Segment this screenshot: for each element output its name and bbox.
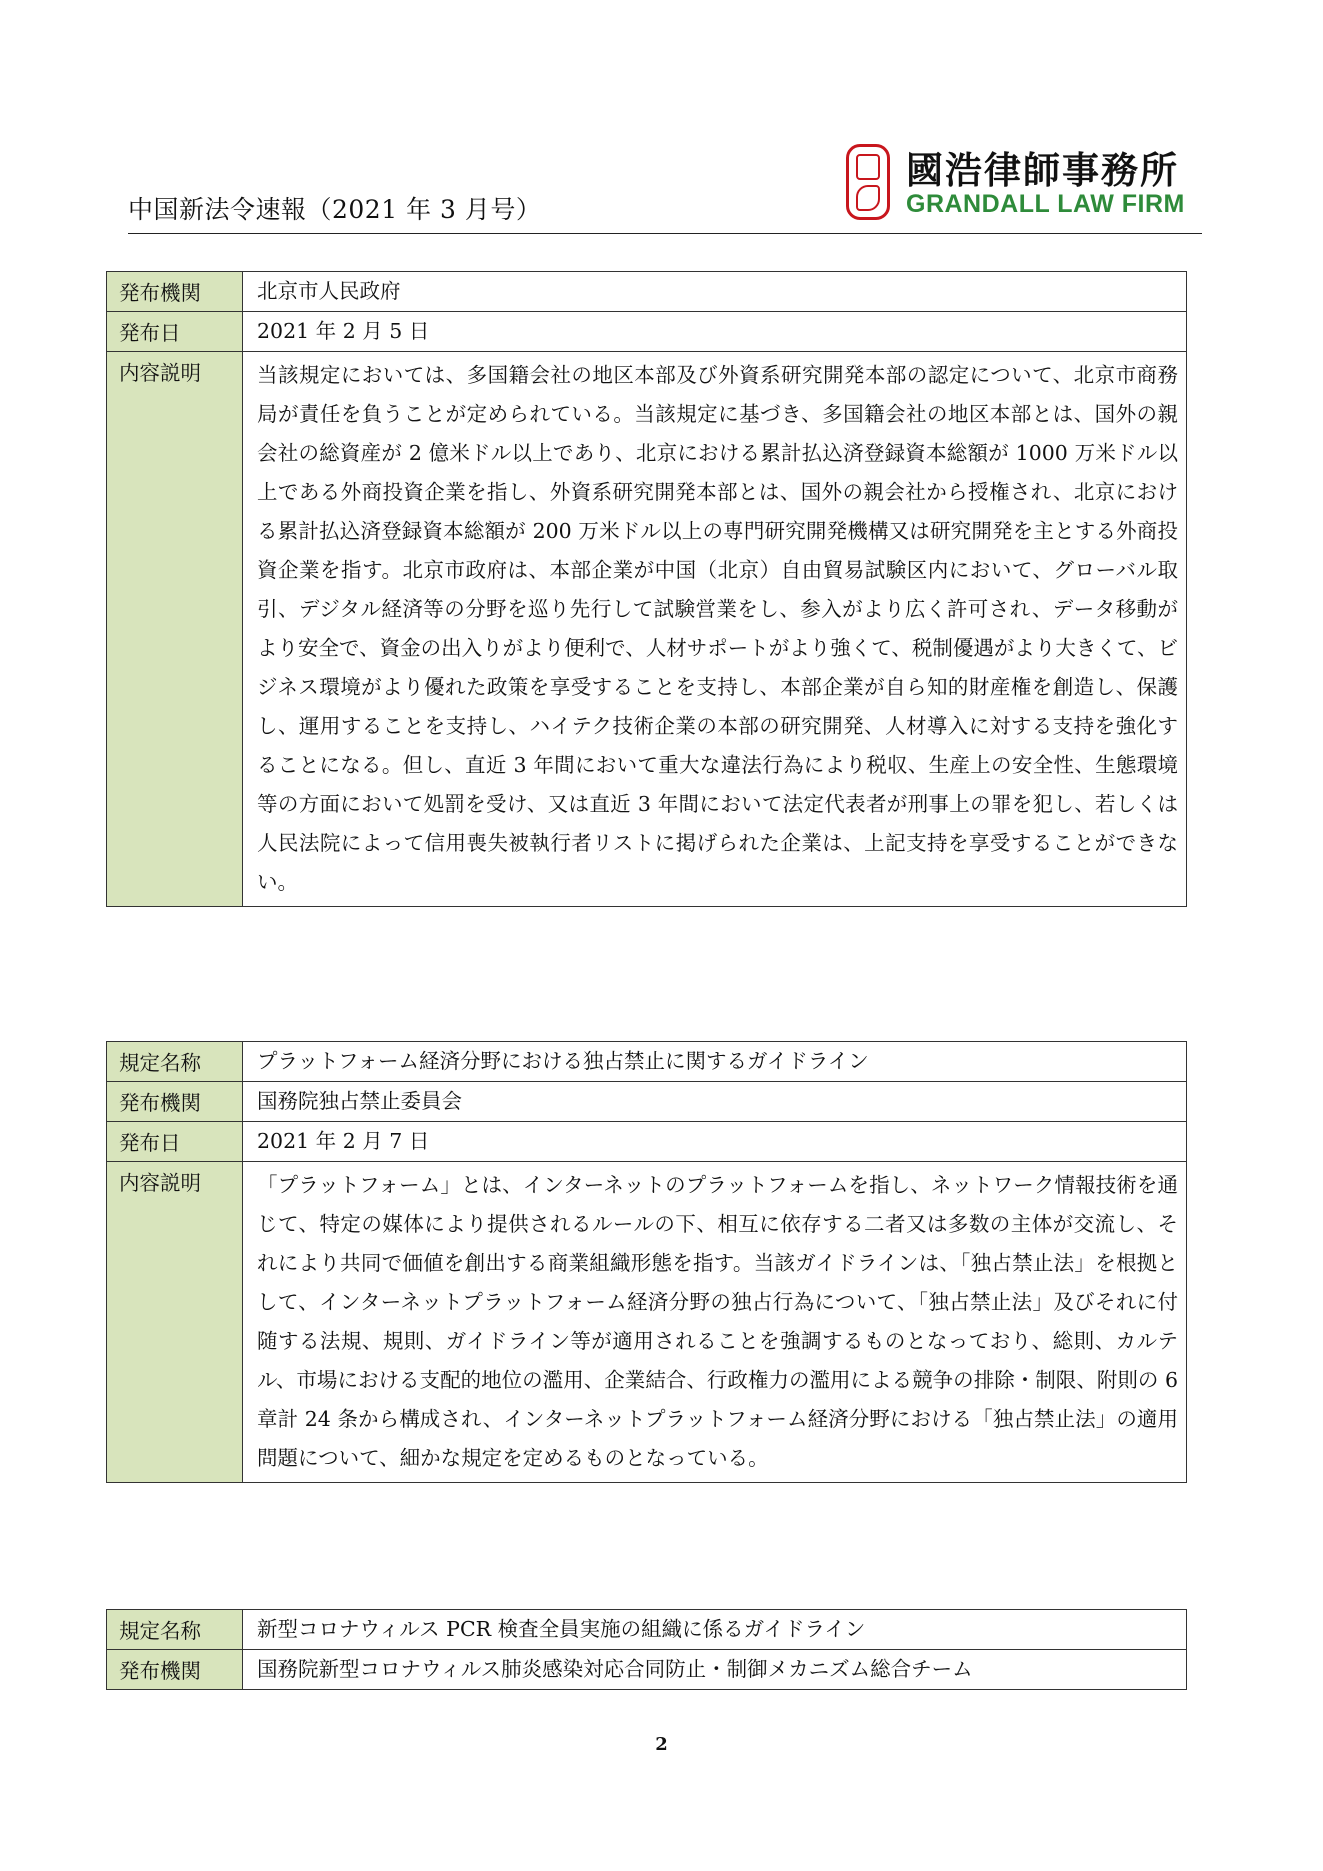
row-label: 内容説明 <box>107 352 243 907</box>
row-value: 北京市人民政府 <box>243 272 1187 312</box>
table-row <box>107 1162 1187 1483</box>
row-value: 新型コロナウィルス PCR 検査全員実施の組織に係るガイドライン <box>243 1610 1187 1650</box>
row-value-description: 「プラットフォーム」とは、インターネットのプラットフォームを指し、ネットワーク情報技術を通じて、特定の媒体により提供されるルールの下、相互に依存する二者又は多数の主体が交流し、それにより共同で価値を創出する商業組織形態を指す。当該ガイドラインは、「独占禁止法」を根拠として、インターネットプラットフォーム経済分野の独占行為について、「独占禁止法」及びそれに付随する法規、規則、ガイドライン等が適用されることを強調するものとなっており、総則、カルテル、市場における支配的地位の濫用、企業結合、行政権力の濫用による競争の排除・制限、附則の 6 章計 24 条から構成され、インターネットプラットフォーム経済分野における「独占禁止法」の適用問題について、細かな規定を定めるものとなっている。 <box>243 1162 1187 1483</box>
header-divider <box>128 233 1202 234</box>
table-row <box>107 1122 1187 1162</box>
table-row <box>107 1610 1187 1650</box>
page-header <box>128 140 1202 234</box>
row-value: 国務院新型コロナウィルス肺炎感染対応合同防止・制御メカニズム総合チーム <box>243 1650 1187 1690</box>
row-label: 発布機関 <box>107 1650 243 1690</box>
row-label: 発布機関 <box>107 272 243 312</box>
row-value: 2021 年 2 月 5 日 <box>243 312 1187 352</box>
row-label: 規定名称 <box>107 1042 243 1082</box>
seal-icon <box>846 144 890 220</box>
newsletter-title: 中国新法令速報（2021 年 3 月号） <box>128 195 542 224</box>
table-row <box>107 1042 1187 1082</box>
page-number: 2 <box>655 1734 668 1755</box>
firm-logo <box>846 140 1186 224</box>
row-value-description: 当該規定においては、多国籍会社の地区本部及び外資系研究開発本部の認定について、北京市商務局が責任を負うことが定められている。当該規定に基づき、多国籍会社の地区本部とは、国外の親会社の総資産が 2 億米ドル以上であり、北京における累計払込済登録資本総額が 1000 万米ドル以上である外商投資企業を指し、外資系研究開発本部とは、国外の親会社から授権され、北京における累計払込済登録資本総額が 200 万米ドル以上の専門研究開発機構又は研究開発を主とする外商投資企業を指す。北京市政府は、本部企業が中国（北京）自由貿易試験区内において、グローバル取引、デジタル経済等の分野を巡り先行して試験営業をし、参入がより広く許可され、データ移動がより安全で、資金の出入りがより便利で、人材サポートがより強くて、税制優遇がより大きくて、ビジネス環境がより優れた政策を享受することを支持し、本部企業が自ら知的財産権を創造し、保護し、運用することを支持し、ハイテク技術企業の本部の研究開発、人材導入に対する支持を強化することになる。但し、直近 3 年間において重大な違法行為により税収、生産上の安全性、生態環境等の方面において処罰を受け、又は直近 3 年間において法定代表者が刑事上の罪を犯し、若しくは人民法院によって信用喪失被執行者リストに掲げられた企業は、上記支持を享受することができない。 <box>243 352 1187 907</box>
row-label: 発布日 <box>107 312 243 352</box>
row-label: 発布日 <box>107 1122 243 1162</box>
row-value: 国務院独占禁止委員会 <box>243 1082 1187 1122</box>
row-label: 内容説明 <box>107 1162 243 1483</box>
row-label: 規定名称 <box>107 1610 243 1650</box>
table-row <box>107 272 1187 312</box>
logo-english-name: GRANDALL LAW FIRM <box>906 190 1185 218</box>
seal-mark-top <box>856 154 880 180</box>
row-value: 2021 年 2 月 7 日 <box>243 1122 1187 1162</box>
table-row <box>107 312 1187 352</box>
regulation-table-2 <box>106 1041 1187 1483</box>
table-row <box>107 1082 1187 1122</box>
seal-mark-bottom <box>856 185 880 211</box>
regulation-table-1 <box>106 271 1187 907</box>
table-row <box>107 352 1187 907</box>
row-value: プラットフォーム経済分野における独占禁止に関するガイドライン <box>243 1042 1187 1082</box>
row-label: 発布機関 <box>107 1082 243 1122</box>
table-row <box>107 1650 1187 1690</box>
regulation-table-3 <box>106 1609 1187 1690</box>
logo-chinese-name: 國浩律師事務所 <box>906 149 1179 192</box>
